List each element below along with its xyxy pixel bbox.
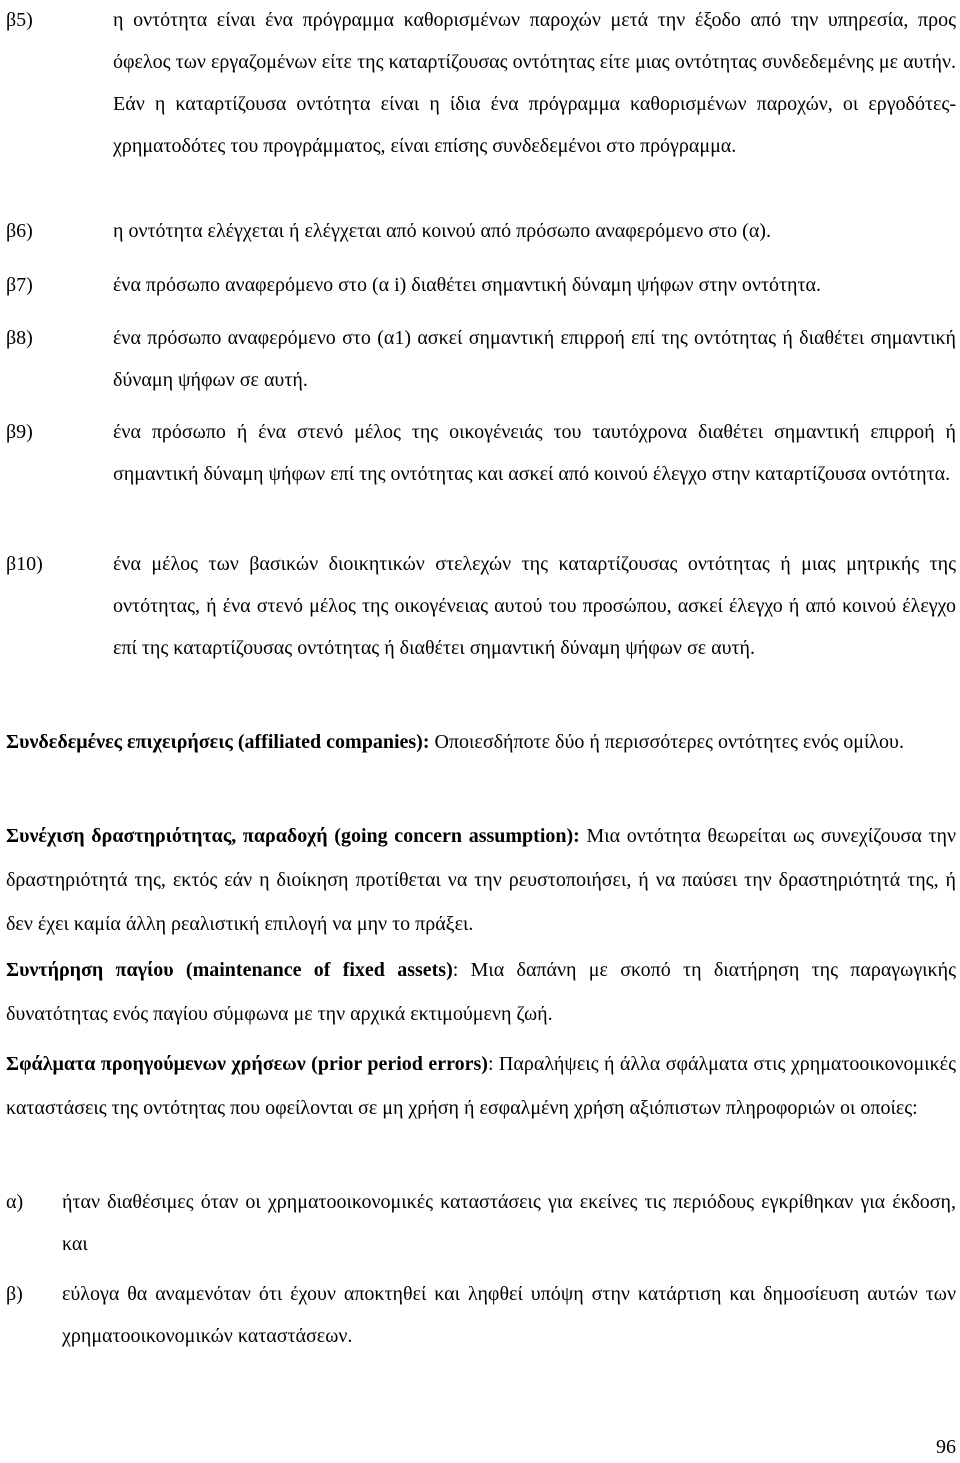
- definition-text: Οποιεσδήποτε δύο ή περισσότερες οντότητες ενός ομίλου.: [429, 731, 904, 753]
- definition-text: : Μια δαπάνη με σκοπό τη διατήρηση της παραγωγικής δυνατότητας ενός παγίου σύμφωνα με την αρχικά εκτιμούμενη ζωή.: [6, 959, 956, 1025]
- list-item-b9: [6, 411, 956, 495]
- list-item-text: εύλογα θα αναμενόταν ότι έχουν αποκτηθεί και ληφθεί υπόψη στην κατάρτιση και δημοσίευση αυτών των χρηματοοικονομικών καταστάσεων.: [62, 1283, 956, 1347]
- definition-going-concern: [6, 814, 956, 946]
- list-marker: β5): [6, 9, 33, 31]
- list-marker: α): [6, 1191, 24, 1213]
- list-marker: β10): [6, 553, 43, 575]
- list-marker: β7): [6, 274, 33, 296]
- list-marker: β): [6, 1283, 23, 1305]
- list-marker: β9): [6, 421, 33, 443]
- definition-text: : Παραλήψεις ή άλλα σφάλματα στις χρηματοοικονομικές καταστάσεις της οντότητας που οφείλονται σε μη χρήση ή εσφαλμένη χρήση αξιόπιστων πληροφοριών οι οποίες:: [6, 1053, 956, 1119]
- list-marker: β8): [6, 327, 33, 349]
- list-item-text: η οντότητα είναι ένα πρόγραμμα καθορισμένων παροχών μετά την έξοδο από την υπηρεσία, προς όφελος των εργαζομένων είτε της καταρτίζουσας οντότητας είτε μιας οντότητας συνδεδεμένης με αυτήν. Εάν η καταρτίζουσα οντότητα είναι η ίδια ένα πρόγραμμα καθορισμένων παροχών, οι εργοδότες-χρηματοδότες του προγράμματος, είναι επίσης συνδεδεμένοι στο πρόγραμμα.: [113, 9, 956, 157]
- definition-text: Μια οντότητα θεωρείται ως συνεχίζουσα την δραστηριότητά της, εκτός εάν η διοίκηση προτίθεται να την ρευστοποιήσει, ή να παύσει την δραστηριότητά της, ή δεν έχει καμία άλλη ρεαλιστική επιλογή να μην το πράξει.: [6, 825, 956, 935]
- definition-prior-period-errors: [6, 1042, 956, 1130]
- sublist-item-a: [6, 1181, 956, 1265]
- list-item-text: ήταν διαθέσιμες όταν οι χρηματοοικονομικές καταστάσεις για εκείνες τις περιόδους εγκρίθηκαν για έκδοση, και: [62, 1191, 956, 1255]
- page-number: 96: [936, 1436, 956, 1458]
- sublist-item-b: [6, 1273, 956, 1357]
- definition-term: Συνέχιση δραστηριότητας, παραδοχή (going concern assumption):: [6, 825, 580, 847]
- definition-term: Συντήρηση παγίου (maintenance of fixed assets): [6, 959, 453, 981]
- list-item-text: ένα πρόσωπο αναφερόμενο στο (α1) ασκεί σημαντική επιρροή επί της οντότητας ή διαθέτει σημαντική δύναμη ψήφων σε αυτή.: [113, 327, 956, 391]
- list-item-b10: [6, 543, 956, 669]
- definition-maintenance-fixed-assets: [6, 948, 956, 1036]
- list-item-b5: [6, 0, 956, 167]
- list-item-b7: [6, 264, 956, 306]
- list-item-text: ένα πρόσωπο αναφερόμενο στο (α i) διαθέτει σημαντική δύναμη ψήφων στην οντότητα.: [113, 274, 821, 296]
- list-marker: β6): [6, 220, 33, 242]
- list-item-b6: [6, 210, 956, 252]
- definition-term: Σφάλματα προηγούμενων χρήσεων (prior period errors): [6, 1053, 488, 1075]
- definition-affiliated-companies: [6, 720, 956, 764]
- list-item-text: η οντότητα ελέγχεται ή ελέγχεται από κοινού από πρόσωπο αναφερόμενο στο (α).: [113, 220, 771, 242]
- list-item-b8: [6, 317, 956, 401]
- definition-term: Συνδεδεμένες επιχειρήσεις (affiliated companies):: [6, 731, 430, 753]
- list-item-text: ένα μέλος των βασικών διοικητικών στελεχών της καταρτίζουσας οντότητας ή μιας μητρικής της οντότητας, ή ένα στενό μέλος της οικογένειας αυτού του προσώπου, ασκεί έλεγχο ή από κοινού έλεγχο επί της καταρτίζουσας οντότητας ή διαθέτει σημαντική δύναμη ψήφων σε αυτή.: [113, 553, 956, 659]
- list-item-text: ένα πρόσωπο ή ένα στενό μέλος της οικογένειάς του ταυτόχρονα διαθέτει σημαντική επιρροή ή σημαντική δύναμη ψήφων επί της οντότητας και ασκεί από κοινού έλεγχο στην καταρτίζουσα οντότητα.: [113, 421, 956, 485]
